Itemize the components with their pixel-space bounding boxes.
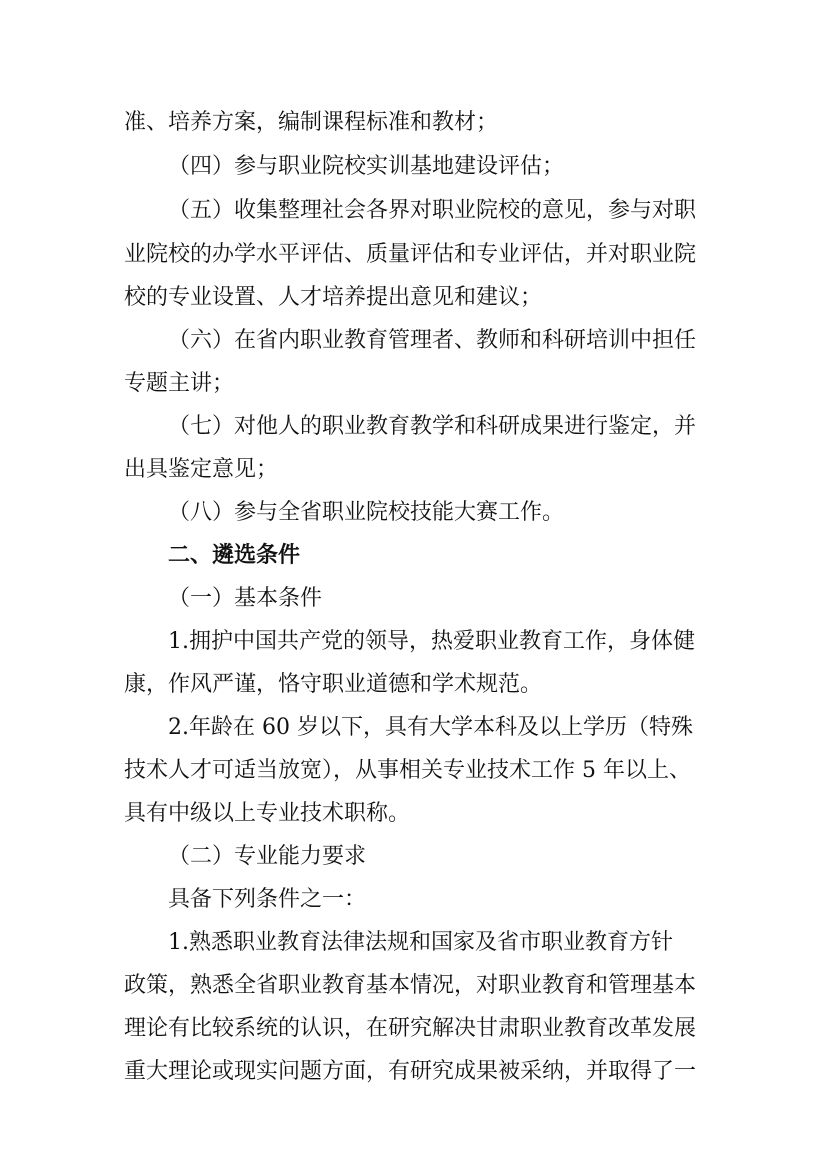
text-line: 1.熟悉职业教育法律法规和国家及省市职业教育方针: [168, 930, 673, 955]
text-line: （五）收集整理社会各界对职业院校的意见，参与对职: [168, 198, 697, 223]
text-line: 具有中级以上专业技术职称。: [124, 801, 411, 826]
text-line: （八）参与全省职业院校技能大赛工作。: [168, 500, 565, 525]
section-heading: 二、遴选条件: [168, 543, 301, 568]
text-line: 政策，熟悉全省职业教育基本情况，对职业教育和管理基本: [124, 973, 697, 998]
text-line: 2.年龄在 60 岁以下，具有大学本科及以上学历（特殊: [168, 715, 693, 740]
text-line: （四）参与职业院校实训基地建设评估；: [168, 154, 565, 179]
text-line: 理论有比较系统的认识，在研究解决甘肃职业教育改革发展: [124, 1016, 697, 1041]
text-line: （七）对他人的职业教育教学和科研成果进行鉴定，并: [168, 414, 697, 439]
text-line: 重大理论或现实问题方面，有研究成果被采纳，并取得了一: [124, 1059, 697, 1084]
text-line: （六）在省内职业教育管理者、教师和科研培训中担任: [168, 328, 697, 353]
text-line: 业院校的办学水平评估、质量评估和专业评估，并对职业院: [124, 242, 697, 267]
text-line: 出具鉴定意见；: [124, 457, 279, 482]
text-line: 校的专业设置、人才培养提出意见和建议；: [124, 285, 543, 310]
text-line: 康，作风严谨，恪守职业道德和学术规范。: [124, 672, 543, 697]
text-line: 具备下列条件之一：: [168, 887, 367, 912]
text-line: 1.拥护中国共产党的领导，热爱职业教育工作，身体健: [168, 629, 695, 654]
text-line: 技术人才可适当放宽），从事相关专业技术工作 5 年以上、: [124, 758, 691, 783]
text-line: （二）专业能力要求: [168, 844, 367, 869]
text-line: （一）基本条件: [168, 586, 323, 611]
text-line: 准、培养方案，编制课程标准和教材；: [124, 110, 499, 135]
text-line: 专题主讲；: [124, 371, 235, 396]
